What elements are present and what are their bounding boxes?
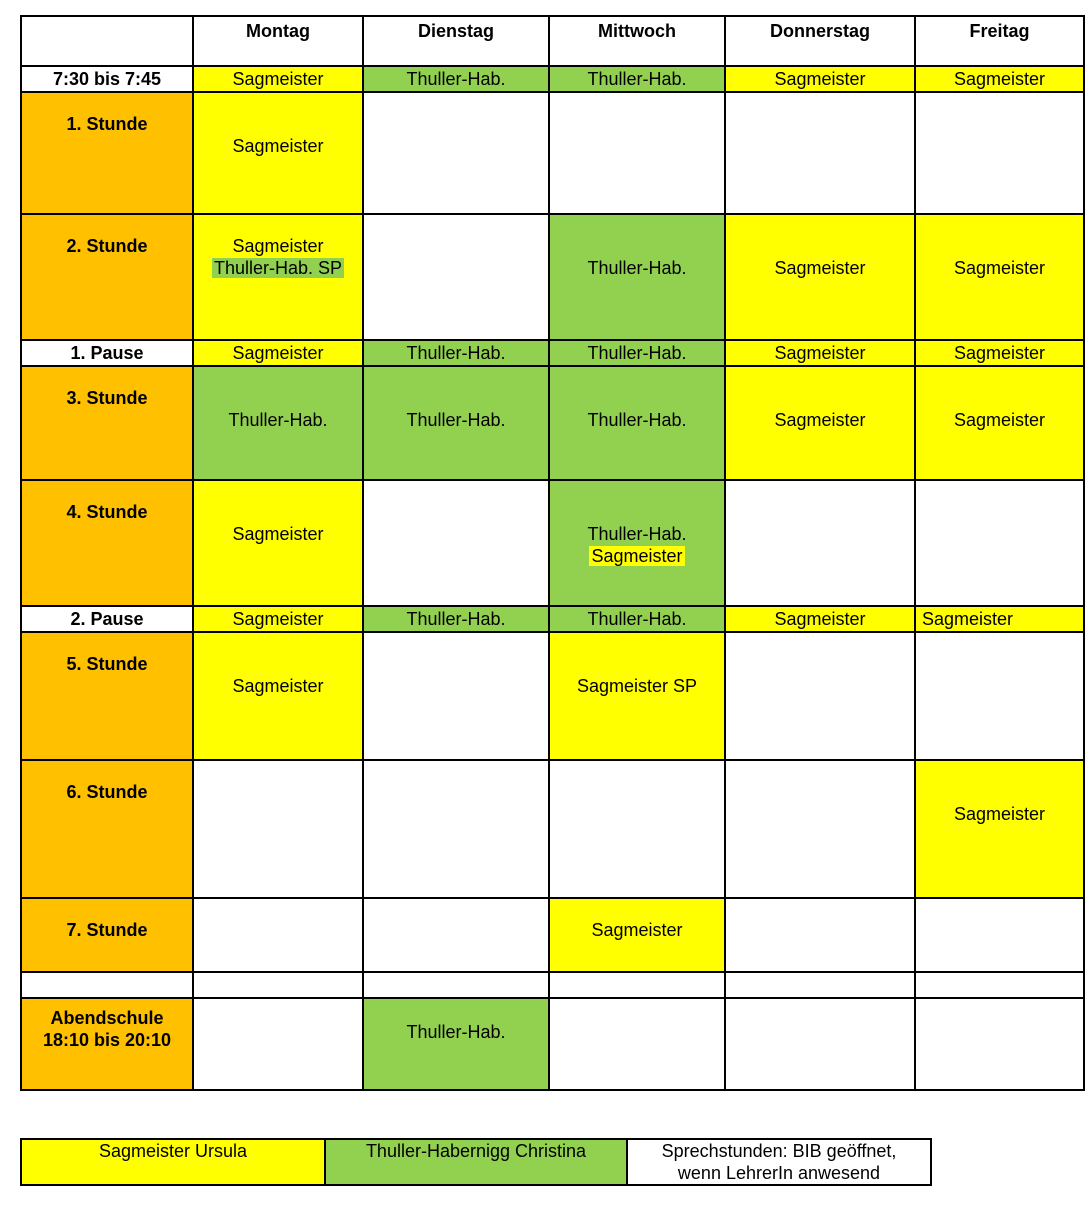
cell-p2-freitag: Sagmeister <box>915 214 1084 340</box>
cell-empty-montag <box>193 972 363 998</box>
row-p7 <box>21 898 1084 972</box>
cell-p6-donnerstag <box>725 760 915 898</box>
row-p5 <box>21 632 1084 760</box>
row-p6 <box>21 760 1084 898</box>
row-evening <box>21 998 1084 1090</box>
cell-p6-montag <box>193 760 363 898</box>
row-early <box>21 66 1084 92</box>
cell-p1-donnerstag <box>725 92 915 214</box>
row-label-p7: 7. Stunde <box>21 898 193 972</box>
cell-pause1-mittwoch: Thuller-Hab. <box>549 340 725 366</box>
cell-p4-mittwoch-line1: Thuller-Hab. <box>587 524 687 544</box>
day-header-mittwoch: Mittwoch <box>549 16 725 66</box>
cell-pause2-montag: Sagmeister <box>193 606 363 632</box>
cell-p7-montag <box>193 898 363 972</box>
row-pause2 <box>21 606 1084 632</box>
cell-empty-mittwoch <box>549 972 725 998</box>
row-label-evening-line1: Abendschule <box>50 1008 164 1028</box>
cell-pause1-freitag: Sagmeister <box>915 340 1084 366</box>
row-p3 <box>21 366 1084 480</box>
cell-p2-montag-line2: Thuller-Hab. SP <box>213 258 343 278</box>
cell-p1-freitag <box>915 92 1084 214</box>
cell-p4-mittwoch-line2: Sagmeister <box>591 546 683 566</box>
row-label-evening-line2: 18:10 bis 20:10 <box>42 1030 172 1050</box>
legend-table <box>20 1138 932 1186</box>
cell-p3-mittwoch: Thuller-Hab. <box>549 366 725 480</box>
day-header-donnerstag: Donnerstag <box>725 16 915 66</box>
cell-p1-mittwoch <box>549 92 725 214</box>
row-label-p6: 6. Stunde <box>21 760 193 898</box>
cell-p7-dienstag <box>363 898 549 972</box>
cell-early-dienstag: Thuller-Hab. <box>363 66 549 92</box>
cell-pause1-dienstag: Thuller-Hab. <box>363 340 549 366</box>
cell-p5-mittwoch: Sagmeister SP <box>549 632 725 760</box>
legend-note-line2: wenn LehrerIn anwesend <box>677 1163 881 1183</box>
cell-p3-dienstag: Thuller-Hab. <box>363 366 549 480</box>
day-header-freitag: Freitag <box>915 16 1084 66</box>
cell-pause2-dienstag: Thuller-Hab. <box>363 606 549 632</box>
row-label-empty <box>21 972 193 998</box>
cell-p1-montag: Sagmeister <box>193 92 363 214</box>
legend-note <box>627 1139 931 1185</box>
cell-p7-freitag <box>915 898 1084 972</box>
row-label-early: 7:30 bis 7:45 <box>21 66 193 92</box>
cell-p4-donnerstag <box>725 480 915 606</box>
cell-p6-dienstag <box>363 760 549 898</box>
cell-empty-freitag <box>915 972 1084 998</box>
cell-p4-dienstag <box>363 480 549 606</box>
cell-p6-mittwoch <box>549 760 725 898</box>
cell-p2-montag <box>193 214 363 340</box>
cell-p2-montag-line1: Sagmeister <box>232 236 324 256</box>
row-empty <box>21 972 1084 998</box>
legend-green-teacher: Thuller-Habernigg Christina <box>325 1139 627 1185</box>
row-label-pause1: 1. Pause <box>21 340 193 366</box>
row-label-p1: 1. Stunde <box>21 92 193 214</box>
cell-p5-dienstag <box>363 632 549 760</box>
cell-pause1-montag: Sagmeister <box>193 340 363 366</box>
cell-empty-dienstag <box>363 972 549 998</box>
legend-yellow-teacher: Sagmeister Ursula <box>21 1139 325 1185</box>
cell-p4-mittwoch <box>549 480 725 606</box>
cell-pause2-freitag: Sagmeister <box>915 606 1084 632</box>
cell-empty-donnerstag <box>725 972 915 998</box>
cell-p5-donnerstag <box>725 632 915 760</box>
row-label-evening <box>21 998 193 1090</box>
corner-cell <box>21 16 193 66</box>
day-header-dienstag: Dienstag <box>363 16 549 66</box>
cell-early-mittwoch: Thuller-Hab. <box>549 66 725 92</box>
row-p1 <box>21 92 1084 214</box>
legend-row <box>21 1139 931 1185</box>
cell-p1-dienstag <box>363 92 549 214</box>
schedule-table <box>20 15 1085 1091</box>
cell-evening-montag <box>193 998 363 1090</box>
cell-p2-mittwoch: Thuller-Hab. <box>549 214 725 340</box>
cell-p3-freitag: Sagmeister <box>915 366 1084 480</box>
row-label-p4: 4. Stunde <box>21 480 193 606</box>
cell-early-montag: Sagmeister <box>193 66 363 92</box>
cell-p7-mittwoch: Sagmeister <box>549 898 725 972</box>
cell-early-freitag: Sagmeister <box>915 66 1084 92</box>
cell-p2-dienstag <box>363 214 549 340</box>
cell-p4-montag: Sagmeister <box>193 480 363 606</box>
row-label-p5: 5. Stunde <box>21 632 193 760</box>
cell-evening-mittwoch <box>549 998 725 1090</box>
cell-p7-donnerstag <box>725 898 915 972</box>
cell-p5-freitag <box>915 632 1084 760</box>
row-pause1 <box>21 340 1084 366</box>
cell-evening-donnerstag <box>725 998 915 1090</box>
cell-p3-montag: Thuller-Hab. <box>193 366 363 480</box>
cell-early-donnerstag: Sagmeister <box>725 66 915 92</box>
row-p4 <box>21 480 1084 606</box>
cell-pause2-mittwoch: Thuller-Hab. <box>549 606 725 632</box>
cell-p3-donnerstag: Sagmeister <box>725 366 915 480</box>
cell-pause1-donnerstag: Sagmeister <box>725 340 915 366</box>
cell-p5-montag: Sagmeister <box>193 632 363 760</box>
row-label-pause2: 2. Pause <box>21 606 193 632</box>
cell-p6-freitag: Sagmeister <box>915 760 1084 898</box>
legend-note-line1: Sprechstunden: BIB geöffnet, <box>661 1141 897 1161</box>
row-label-p3: 3. Stunde <box>21 366 193 480</box>
cell-evening-dienstag: Thuller-Hab. <box>363 998 549 1090</box>
header-row <box>21 16 1084 66</box>
row-label-p2: 2. Stunde <box>21 214 193 340</box>
cell-p2-donnerstag: Sagmeister <box>725 214 915 340</box>
cell-p4-freitag <box>915 480 1084 606</box>
day-header-montag: Montag <box>193 16 363 66</box>
cell-evening-freitag <box>915 998 1084 1090</box>
cell-pause2-donnerstag: Sagmeister <box>725 606 915 632</box>
row-p2 <box>21 214 1084 340</box>
